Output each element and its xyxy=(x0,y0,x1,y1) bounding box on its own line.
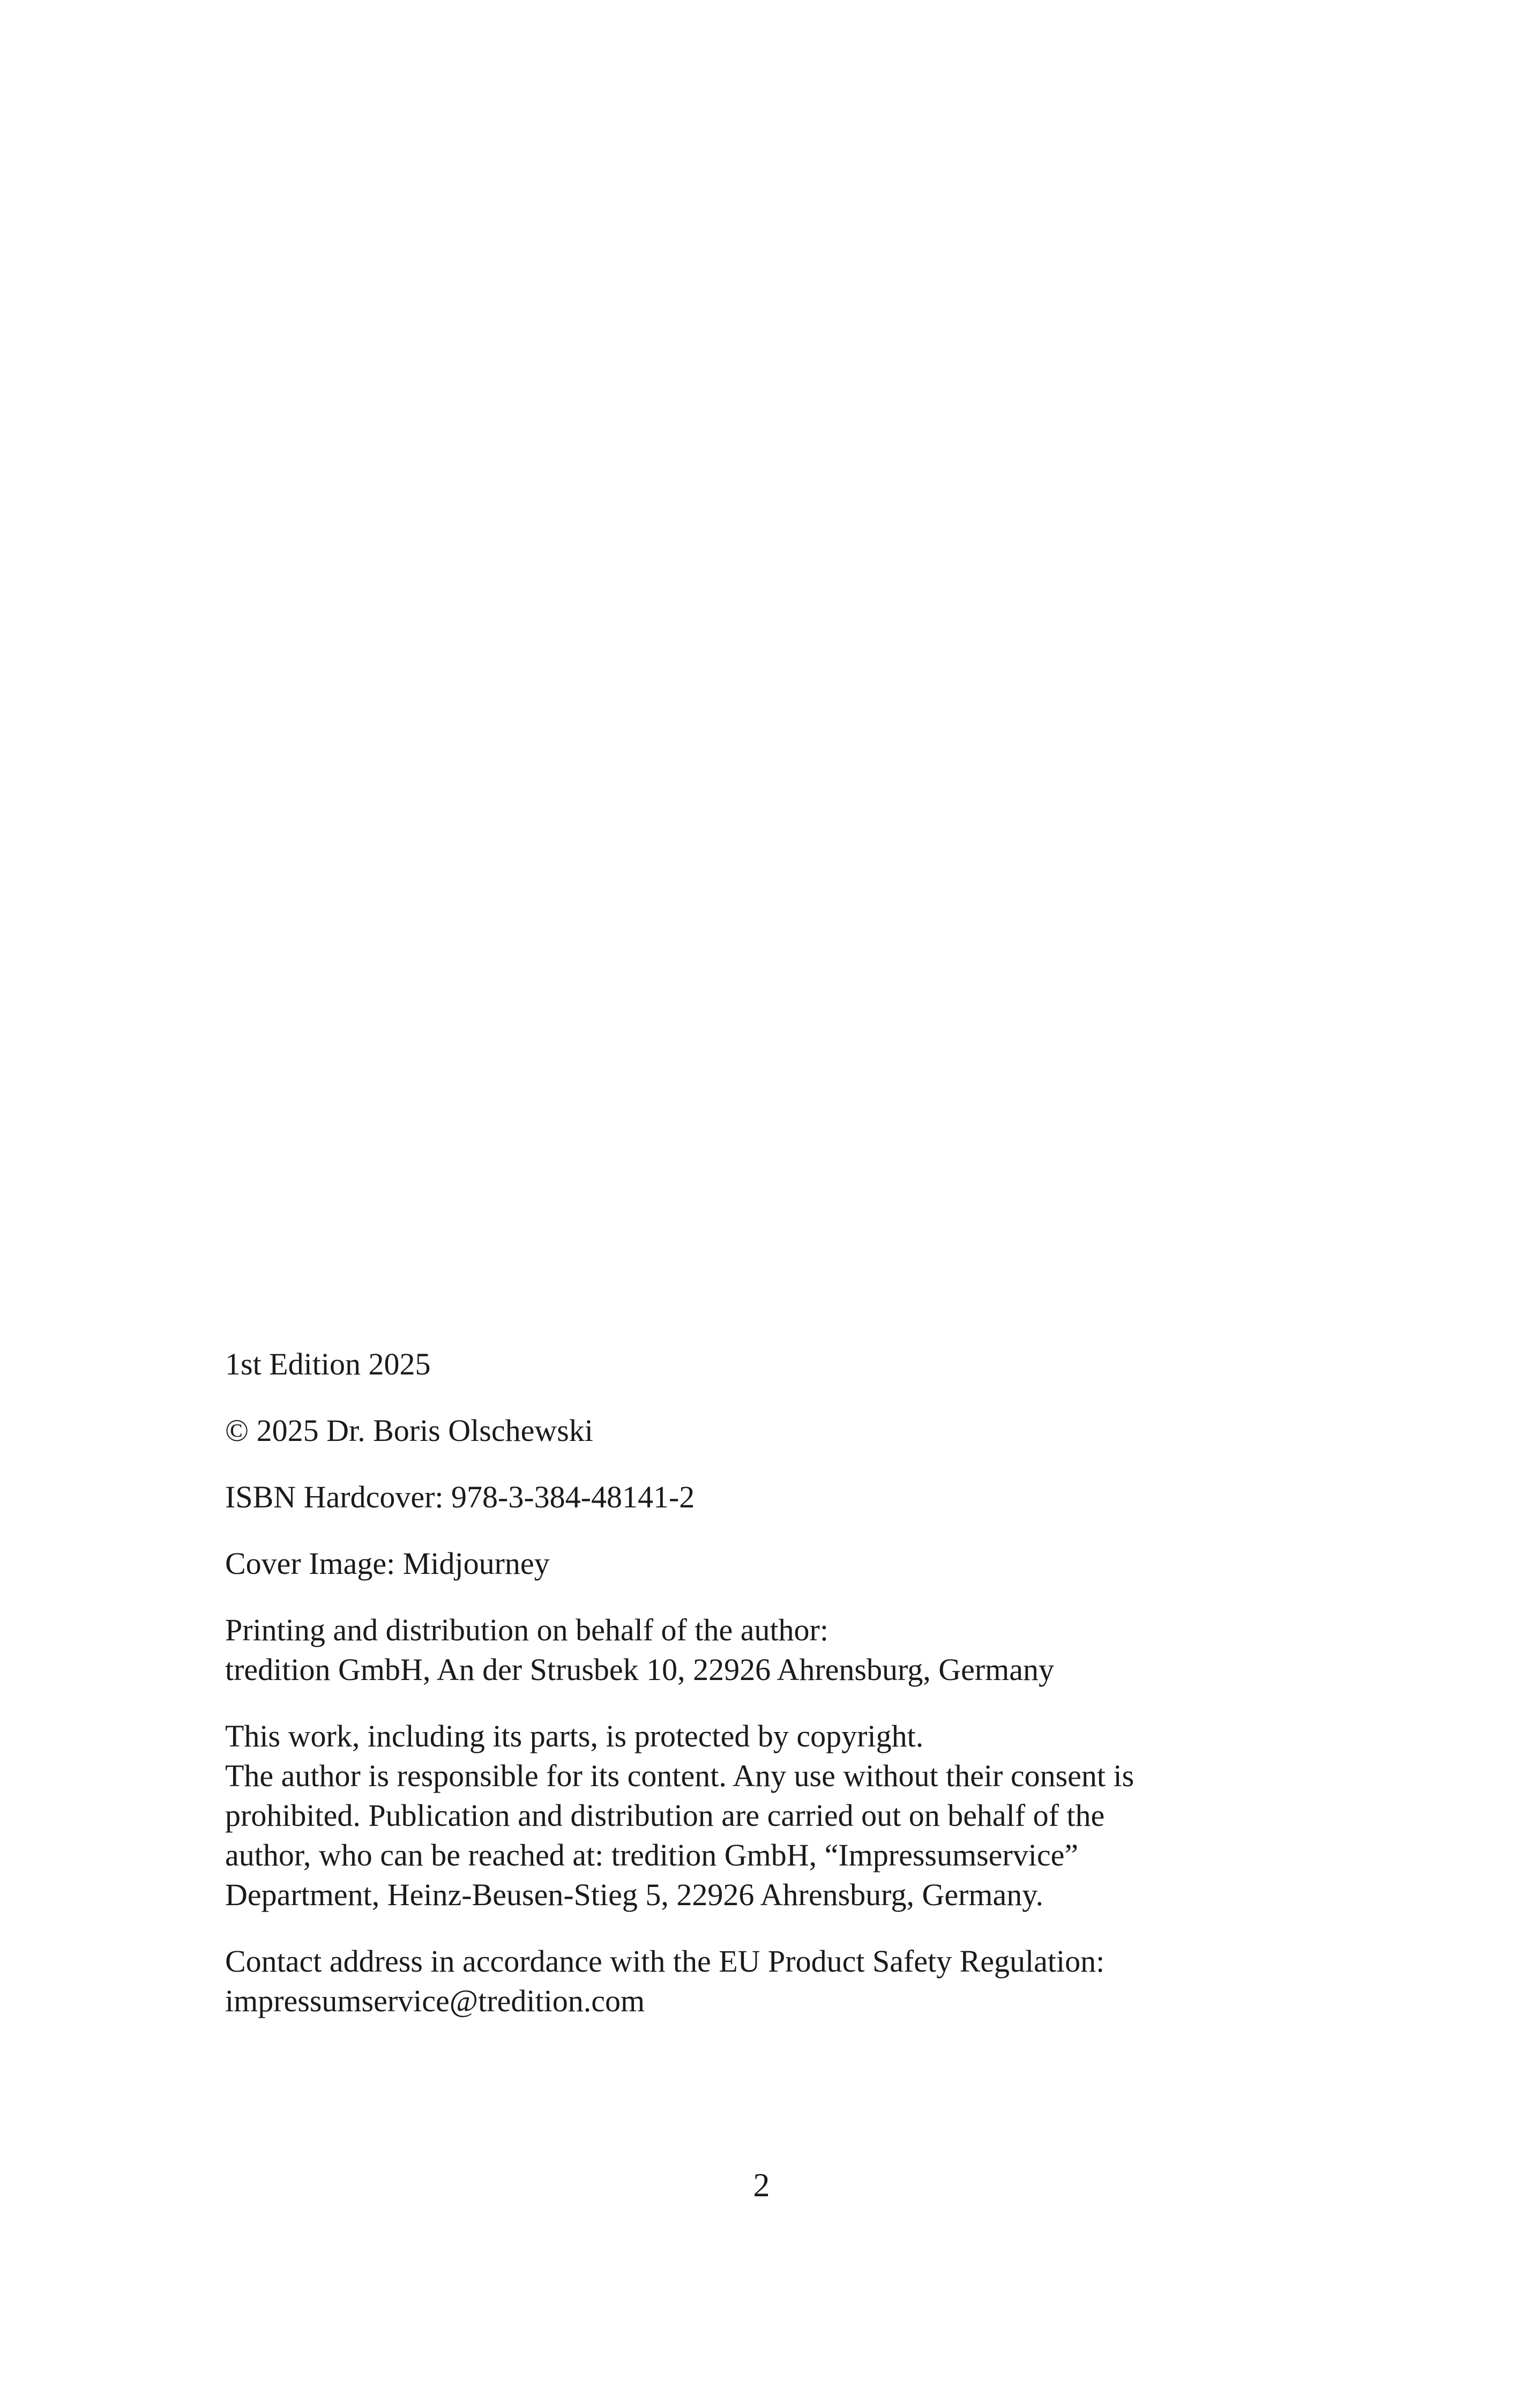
protection-line-5: Department, Heinz-Beusen-Stieg 5, 22926 Ahrensburg, Germany. xyxy=(225,1877,1043,1912)
protection-line-4: author, who can be reached at: tredition GmbH, “Impressumservice” xyxy=(225,1838,1079,1872)
copyright-protection-paragraph xyxy=(225,1716,1297,1915)
printing-line-1: Printing and distribution on behalf of the author: xyxy=(225,1612,828,1647)
copyright-line: © 2025 Dr. Boris Olschewski xyxy=(225,1413,593,1448)
printing-paragraph xyxy=(225,1610,1297,1690)
imprint-block xyxy=(225,1344,1297,2048)
protection-line-3: prohibited. Publication and distribution are carried out on behalf of the xyxy=(225,1798,1105,1833)
contact-paragraph xyxy=(225,1942,1297,2021)
printing-line-2: tredition GmbH, An der Strusbek 10, 22926 Ahrensburg, Germany xyxy=(225,1652,1055,1687)
isbn-line: ISBN Hardcover: 978-3-384-48141-2 xyxy=(225,1480,695,1514)
edition-line: 1st Edition 2025 xyxy=(225,1347,431,1381)
protection-line-2: The author is responsible for its content. Any use without their consent is xyxy=(225,1758,1134,1793)
page-number: 2 xyxy=(753,2167,770,2204)
protection-line-1: This work, including its parts, is protected by copyright. xyxy=(225,1719,924,1753)
contact-email: impressumservice@tredition.com xyxy=(225,1983,645,2018)
cover-image-credit: Cover Image: Midjourney xyxy=(225,1546,550,1581)
contact-line-1: Contact address in accordance with the EU Product Safety Regulation: xyxy=(225,1944,1105,1979)
